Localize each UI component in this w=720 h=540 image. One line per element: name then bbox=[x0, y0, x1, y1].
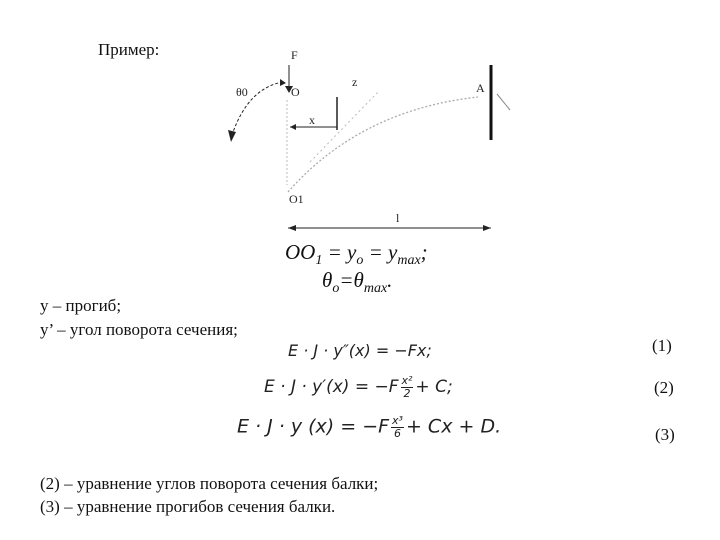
equation-number-2: (2) bbox=[654, 378, 674, 397]
force-label: F bbox=[291, 48, 298, 62]
theta0-label: θ0 bbox=[236, 85, 248, 99]
z-label: z bbox=[352, 75, 358, 89]
condition-angle: $\theta_o=\theta_{max}$. bbox=[322, 268, 393, 297]
condition-deflection: $OO_1 = y_o = y_{max}$; bbox=[285, 240, 428, 269]
definition-rotation-angle: y’ – угол поворота сечения; bbox=[40, 320, 238, 339]
origin-label: O bbox=[291, 85, 300, 99]
point-a-label: A bbox=[476, 81, 485, 95]
o1-label: O1 bbox=[289, 192, 304, 206]
equation-2: E · J · y′(x) = −F $\frac{\text{x²}}{2}$ + C; bbox=[264, 374, 453, 400]
fraction-x3-over-6: $\frac{\text{x³}}{6}$ bbox=[392, 414, 403, 440]
equation-number-1: (1) bbox=[652, 336, 672, 355]
l-arrow-left bbox=[288, 225, 296, 231]
l-label: l bbox=[396, 211, 400, 225]
example-title: Пример: bbox=[98, 40, 160, 59]
wall-hatch bbox=[497, 94, 510, 110]
x-arrow-left bbox=[290, 124, 296, 130]
deflected-beam-curve bbox=[288, 97, 478, 192]
equation-3: E · J · y (x) = −F $\frac{\text{x³}}{6}$ + Cx + D. bbox=[237, 414, 502, 440]
x-label: x bbox=[309, 113, 315, 127]
l-arrow-right bbox=[483, 225, 491, 231]
rotation-arrow-tail bbox=[280, 79, 286, 86]
rotation-arrow-head bbox=[228, 130, 236, 142]
definition-deflection: y – прогиб; bbox=[40, 296, 122, 315]
equation-1: E · J · y″(x) = −Fx; bbox=[288, 341, 432, 360]
note-equation-3: (3) – уравнение прогибов сечения балки. bbox=[40, 497, 336, 516]
note-equation-2: (2) – уравнение углов поворота сечения балки; bbox=[40, 474, 379, 493]
equation-number-3: (3) bbox=[655, 425, 675, 444]
fraction-x2-over-2: $\frac{\text{x²}}{2}$ bbox=[401, 374, 413, 400]
